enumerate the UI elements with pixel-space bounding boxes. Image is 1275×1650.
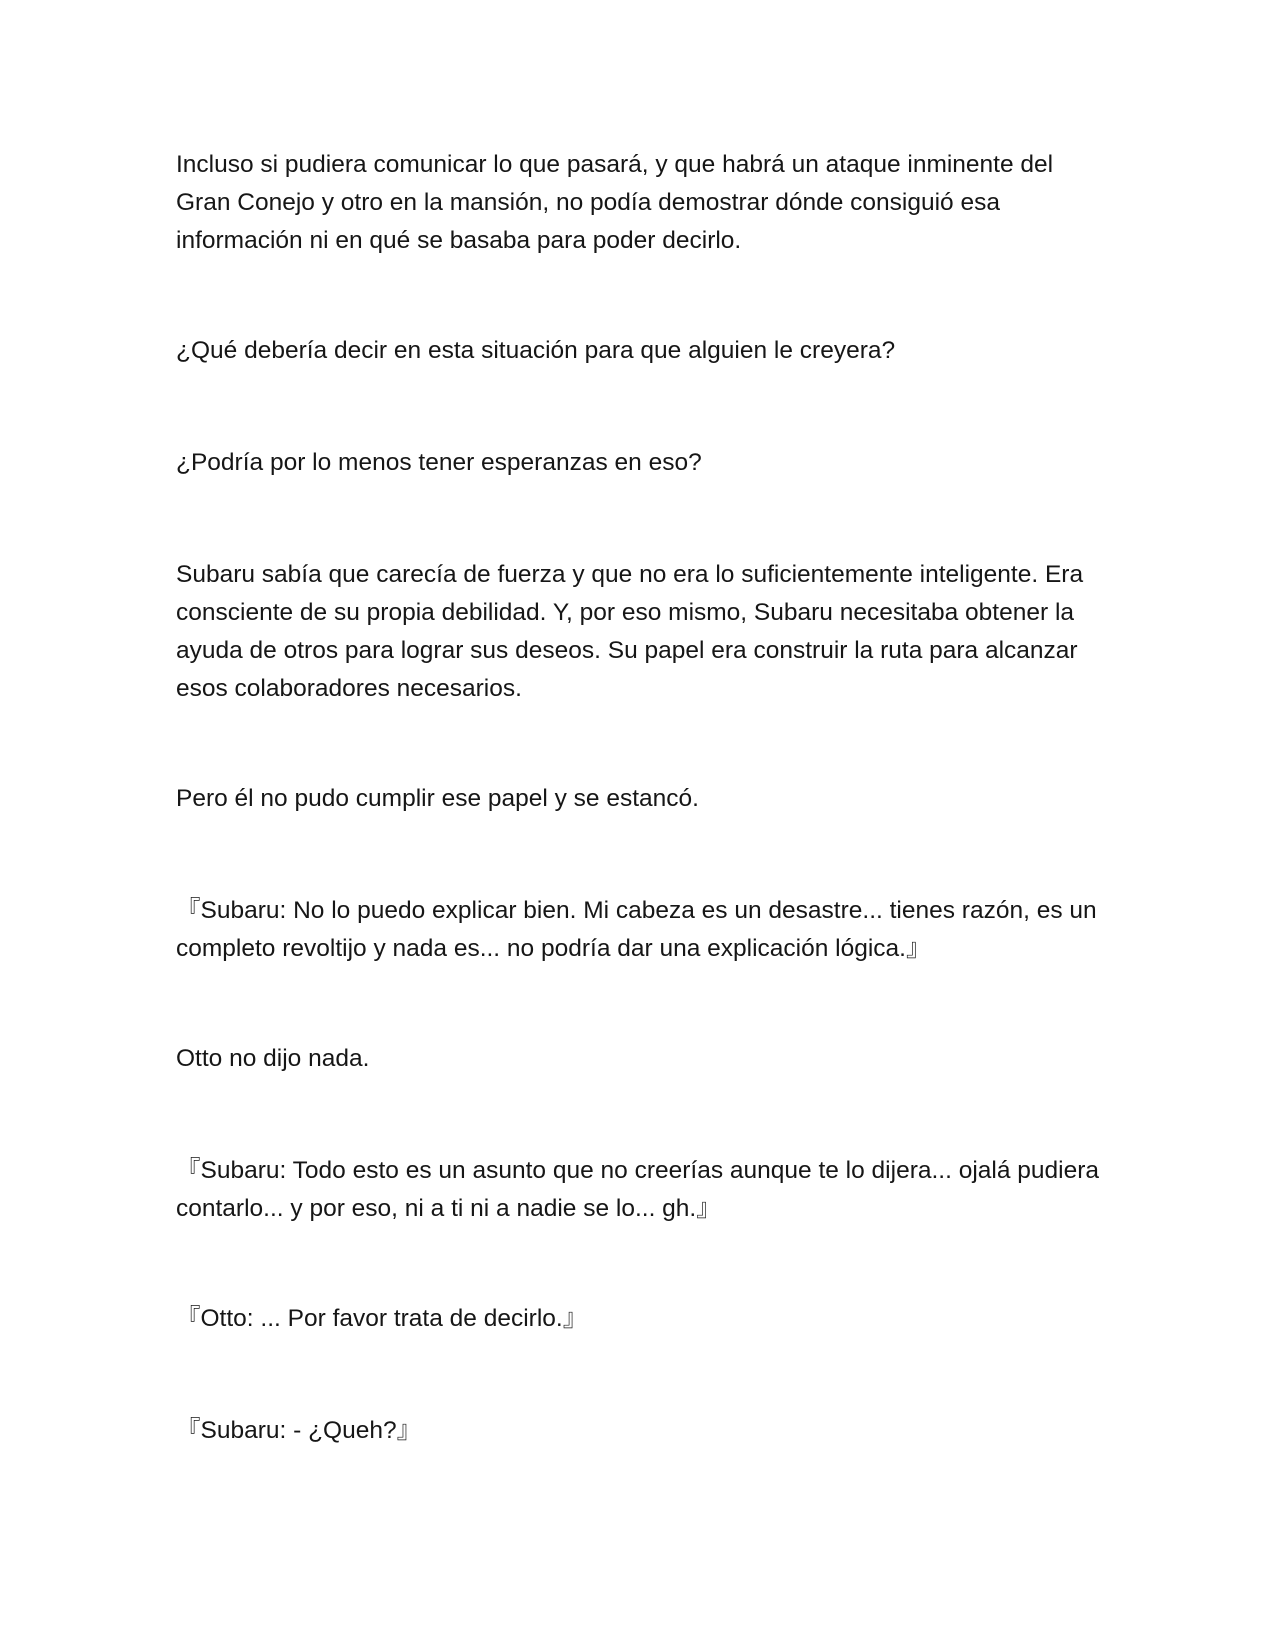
dialogue-subaru-2: 『Subaru: Todo esto es un asunto que no creerías aunque te lo dijera... ojalá pudiera contarlo... y por eso, ni a ti ni a nadie se lo... gh.』 [176, 1157, 1100, 1222]
paragraph-7: Otto no dijo nada. [176, 1045, 370, 1072]
paragraph-3: ¿Podría por lo menos tener esperanzas en eso? [176, 449, 702, 476]
document-body [176, 146, 1106, 1524]
paragraph-5: Pero él no pudo cumplir ese papel y se estancó. [176, 785, 699, 812]
paragraph-4: Subaru sabía que carecía de fuerza y que no era lo suficientemente inteligente. Era consciente de su propia debilidad. Y, por eso mismo, Subaru necesitaba obtener la ayuda de otros para lograr sus deseos. Su papel era construir la ruta para alcanzar esos colaboradores necesarios. [176, 561, 1084, 702]
dialogue-otto-1: 『Otto: ... Por favor trata de decirlo.』 [176, 1305, 588, 1332]
dialogue-subaru-3: 『Subaru: - ¿Queh?』 [176, 1417, 422, 1444]
paragraph-2: ¿Qué debería decir en esta situación para que alguien le creyera? [176, 337, 896, 364]
paragraph-1: Incluso si pudiera comunicar lo que pasará, y que habrá un ataque inminente del Gran Conejo y otro en la mansión, no podía demostrar dónde consiguió esa información ni en qué se basaba para poder decirlo. [176, 151, 1054, 254]
dialogue-subaru-1: 『Subaru: No lo puedo explicar bien. Mi cabeza es un desastre... tienes razón, es un completo revoltijo y nada es... no podría dar una explicación lógica.』 [176, 897, 1097, 962]
